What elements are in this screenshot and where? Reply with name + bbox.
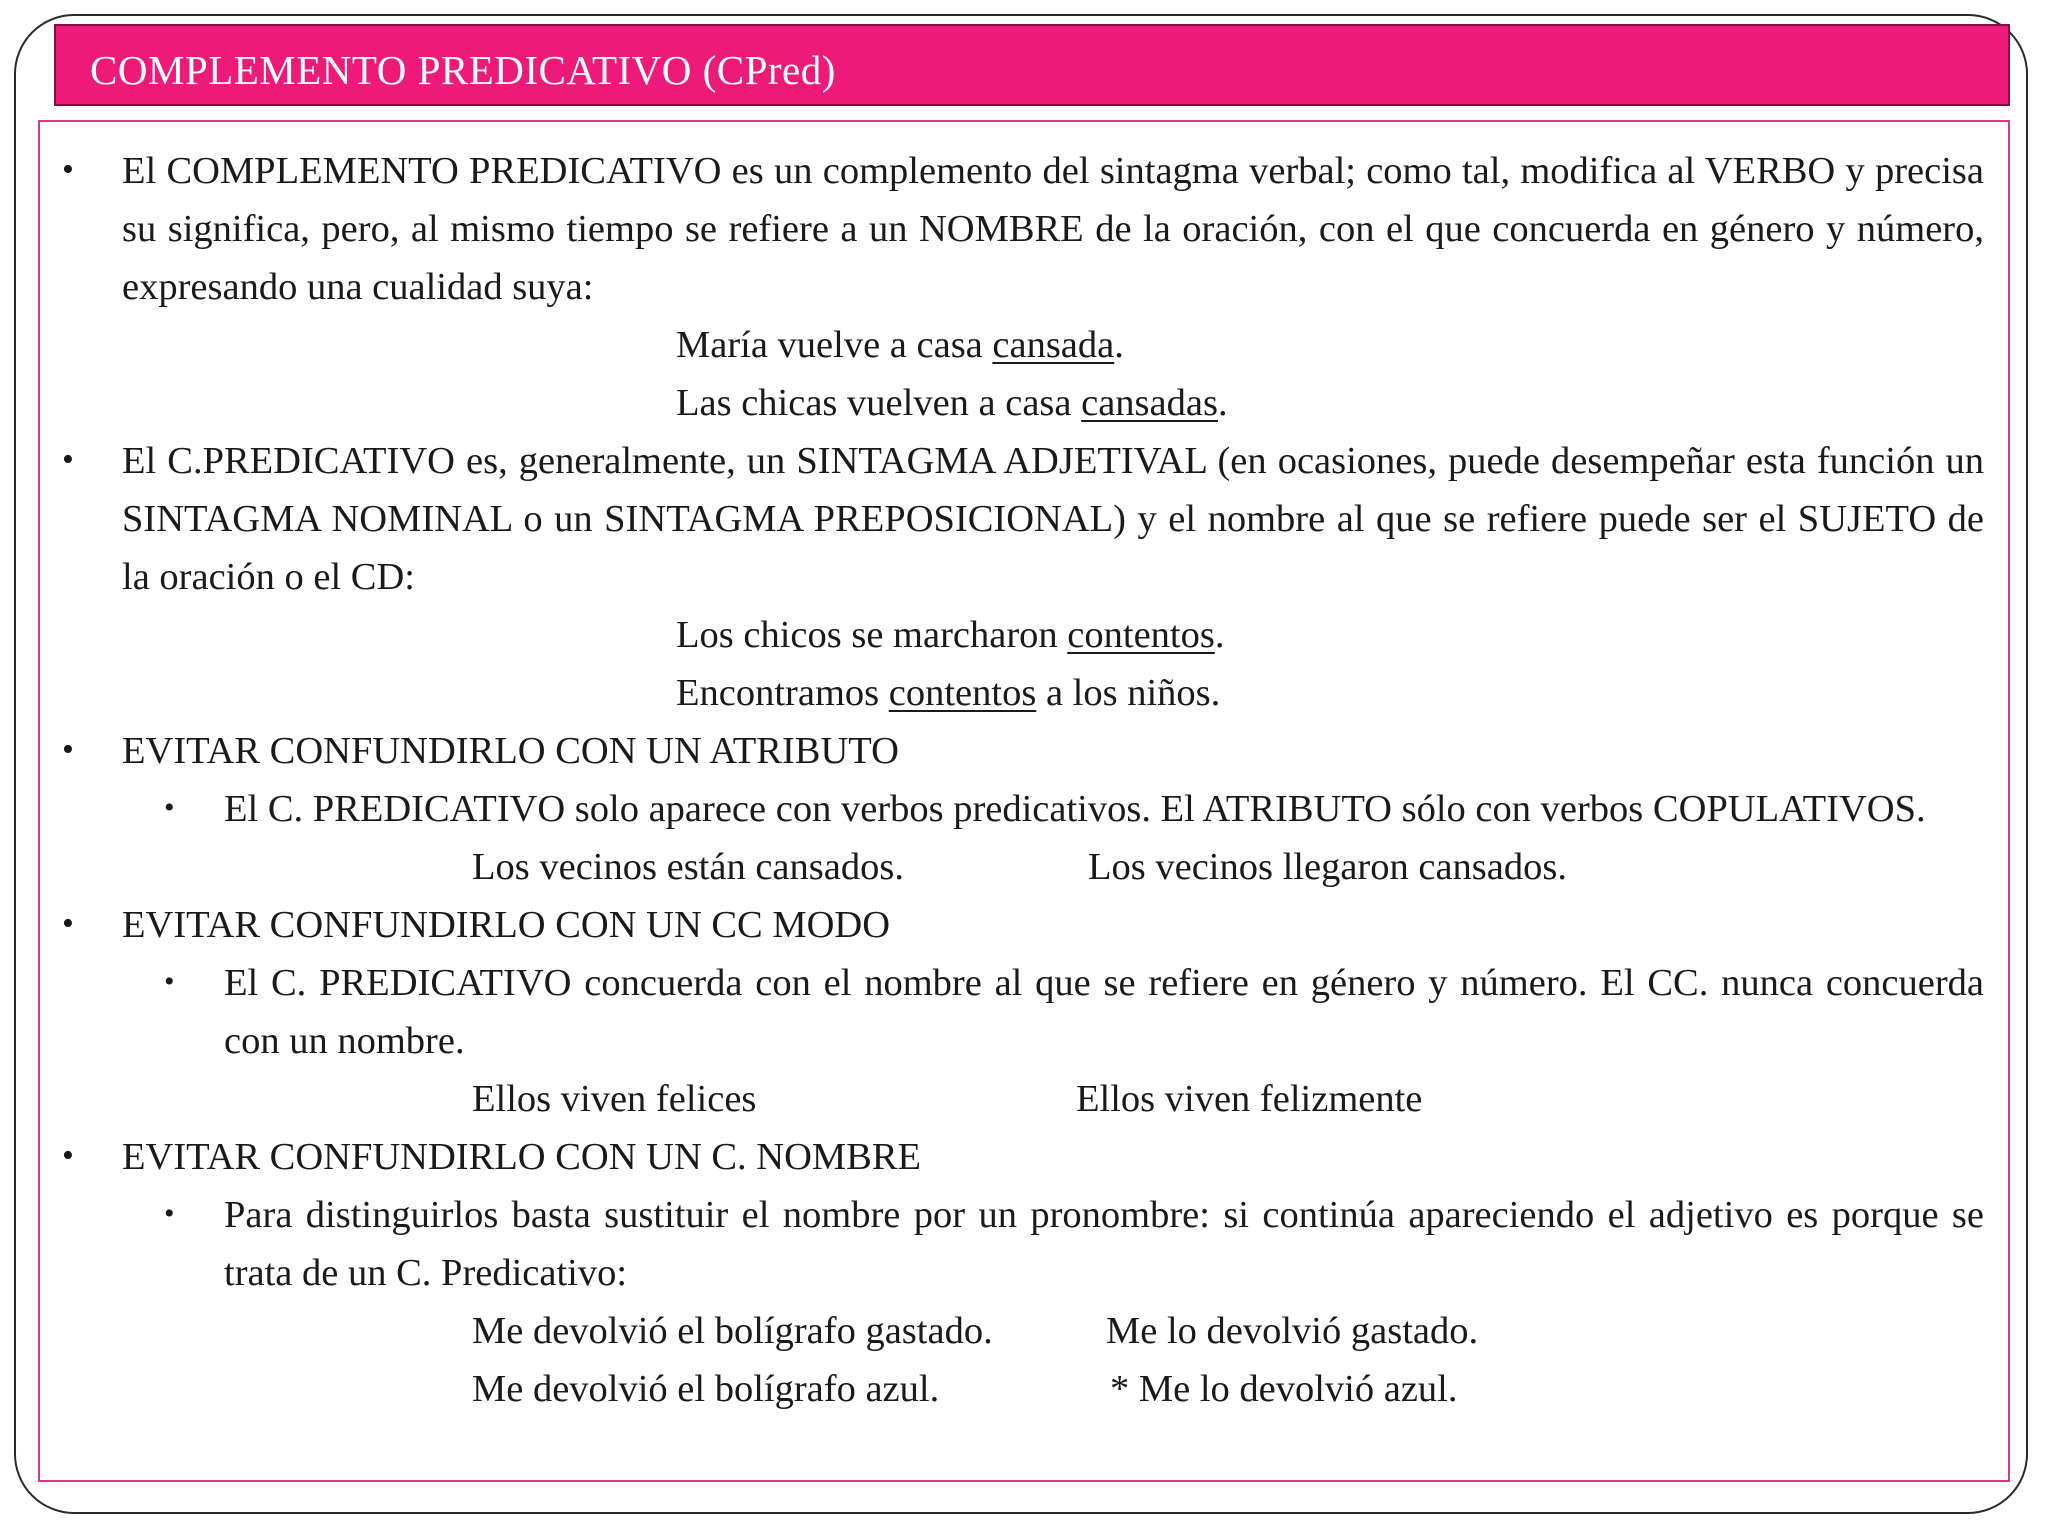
example-left: Los vecinos están cansados. bbox=[472, 846, 904, 888]
bullet-text: El C.PREDICATIVO es, generalmente, un SINTAGMA ADJETIVAL (en ocasiones, puede desempeñar esta función un SINTAGMA NOMINAL o un SINTAGMA PREPOSICIONAL) y el nombre al que se refiere puede ser el SUJETO de la oración o el CD: bbox=[122, 440, 1984, 598]
example-pair bbox=[40, 1070, 2008, 1128]
example-line: Encontramos contentos a los niños. bbox=[676, 672, 1221, 714]
content-box bbox=[38, 120, 2010, 1482]
example-right: Ellos viven felizmente bbox=[1076, 1078, 1423, 1120]
example-left: Me devolvió el bolígrafo gastado. bbox=[472, 1310, 993, 1352]
slide-title: COMPLEMENTO PREDICATIVO (CPred) bbox=[90, 47, 836, 93]
sub-bullet-text: El C. PREDICATIVO solo aparece con verbos predicativos. El ATRIBUTO sólo con verbos COPULATIVOS. bbox=[224, 788, 1926, 830]
example-line: María vuelve a casa cansada. bbox=[676, 324, 1124, 366]
bullet-icon: • bbox=[62, 905, 74, 942]
bullet-icon: • bbox=[164, 1197, 175, 1230]
example-right: Me lo devolvió gastado. bbox=[1106, 1310, 1479, 1352]
bullet-cc-modo bbox=[40, 896, 2008, 954]
bullet-text: EVITAR CONFUNDIRLO CON UN C. NOMBRE bbox=[122, 1136, 922, 1178]
example-left: Me devolvió el bolígrafo azul. bbox=[472, 1368, 940, 1410]
bullet-icon: • bbox=[62, 441, 74, 478]
bullet-icon: • bbox=[62, 1137, 74, 1174]
sub-bullet-text: Para distinguirlos basta sustituir el nombre por un pronombre: si continúa apareciendo el adjetivo es porque se trata de un C. Predicativo: bbox=[224, 1194, 1984, 1294]
bullet-atributo bbox=[40, 722, 2008, 780]
example-left: Ellos viven felices bbox=[472, 1078, 757, 1120]
example-pair bbox=[40, 838, 2008, 896]
underlined-predicative: cansadas bbox=[1081, 382, 1218, 424]
bullet-text: EVITAR CONFUNDIRLO CON UN ATRIBUTO bbox=[122, 730, 899, 772]
example-right: Los vecinos llegaron cansados. bbox=[1088, 846, 1567, 888]
bullet-adjectival bbox=[40, 432, 2008, 606]
sub-bullet bbox=[40, 1186, 2008, 1302]
bullet-definition bbox=[40, 142, 2008, 316]
example-line: Los chicos se marcharon contentos. bbox=[676, 614, 1225, 656]
example-pair bbox=[40, 1360, 2008, 1418]
sub-bullet bbox=[40, 780, 2008, 838]
bullet-icon: • bbox=[164, 965, 175, 998]
underlined-predicative: contentos bbox=[1067, 614, 1215, 656]
title-bar bbox=[54, 24, 2010, 106]
underlined-predicative: contentos bbox=[888, 672, 1037, 714]
content bbox=[40, 142, 2008, 1418]
underlined-predicative: cansada bbox=[992, 324, 1115, 366]
bullet-icon: • bbox=[62, 151, 74, 188]
bullet-text: El COMPLEMENTO PREDICATIVO es un complemento del sintagma verbal; como tal, modifica al VERBO y precisa su significa, pero, al mismo tiempo se refiere a un NOMBRE de la oración, con el que concuerda en género y número, expresando una cualidad suya: bbox=[122, 150, 1984, 308]
example-right: * Me lo devolvió azul. bbox=[1110, 1368, 1458, 1410]
sub-bullet-text: El C. PREDICATIVO concuerda con el nombre al que se refiere en género y número. El CC. nunca concuerda con un nombre. bbox=[224, 962, 1984, 1062]
bullet-c-nombre bbox=[40, 1128, 2008, 1186]
bullet-icon: • bbox=[164, 791, 175, 824]
sub-bullet bbox=[40, 954, 2008, 1070]
example-line: Las chicas vuelven a casa cansadas. bbox=[676, 382, 1228, 424]
bullet-text: EVITAR CONFUNDIRLO CON UN CC MODO bbox=[122, 904, 891, 946]
example-pair bbox=[40, 1302, 2008, 1360]
bullet-icon: • bbox=[62, 731, 74, 768]
